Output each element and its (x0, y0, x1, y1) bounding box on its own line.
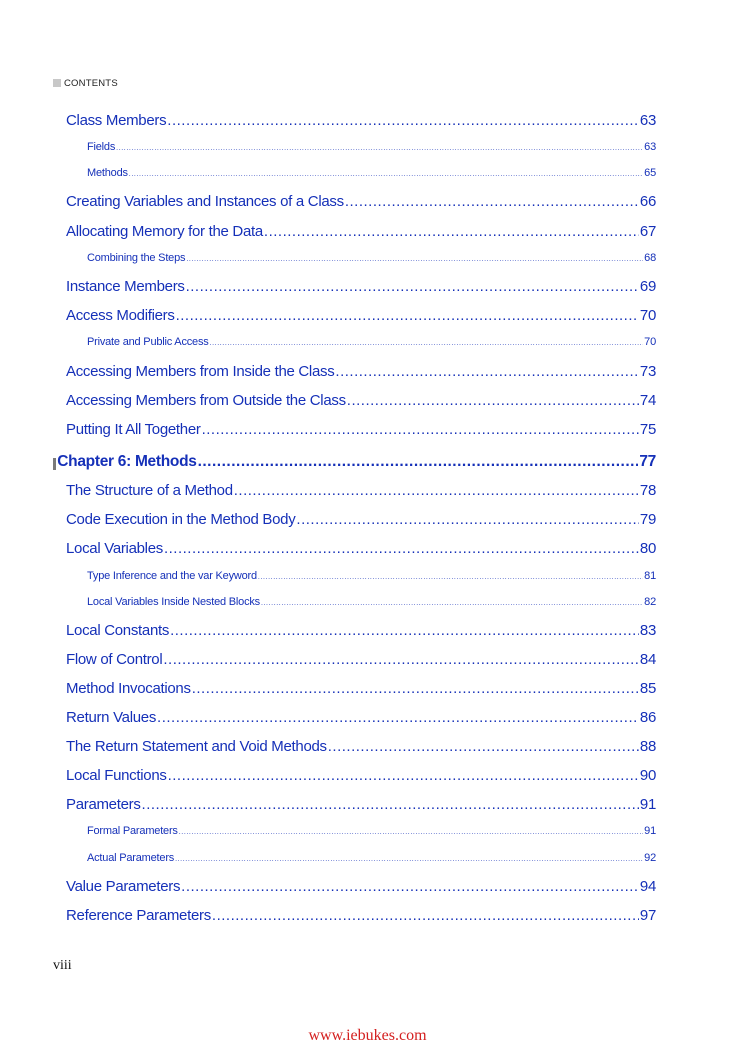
toc-entry-label: Class Members (66, 112, 167, 129)
toc-entry-class-members[interactable] (66, 112, 656, 134)
toc-entry-page: 69 (639, 278, 656, 295)
toc-entry-label: Local Variables Inside Nested Blocks (87, 596, 260, 608)
toc-entry-methods[interactable] (87, 167, 656, 183)
toc-entry-label: The Structure of a Method (66, 482, 233, 499)
toc-chapter-page: 77 (639, 453, 656, 470)
toc-entry-label: Accessing Members from Inside the Class (66, 363, 335, 380)
toc-entry-page: 79 (639, 511, 656, 528)
toc-entry-putting-together[interactable] (66, 421, 656, 443)
toc-chapter-6-methods[interactable] (53, 453, 656, 475)
toc-leader-dots (202, 421, 639, 438)
toc-entry-parameters[interactable] (66, 796, 656, 818)
toc-entry-page: 82 (644, 596, 656, 608)
toc-entry-page: 91 (644, 825, 656, 837)
toc-entry-page: 74 (639, 392, 656, 409)
toc-entry-access-modifiers[interactable] (66, 307, 656, 329)
toc-entry-value-parameters[interactable] (66, 878, 656, 900)
toc-leader-dots (210, 340, 644, 347)
toc-entry-label: Private and Public Access (87, 336, 209, 348)
toc-entry-accessing-outside[interactable] (66, 392, 656, 414)
toc-leader-dots (261, 600, 643, 607)
toc-entry-label: Putting It All Together (66, 421, 201, 438)
toc-entry-fields[interactable] (87, 141, 656, 157)
toc-leader-dots (347, 392, 639, 409)
toc-entry-label: Type Inference and the var Keyword (87, 570, 257, 582)
toc-entry-page: 91 (639, 796, 656, 813)
toc-entry-page: 80 (639, 540, 656, 557)
watermark-link[interactable]: www.iebukes.com (308, 1027, 427, 1044)
toc-entry-page: 73 (639, 363, 656, 380)
toc-entry-page: 83 (639, 622, 656, 639)
toc-entry-label: Parameters (66, 796, 141, 813)
toc-entry-page: 78 (639, 482, 656, 499)
chapter-marker-square-icon (53, 458, 56, 470)
toc-leader-dots (164, 540, 639, 557)
toc-entry-creating-variables[interactable] (66, 193, 656, 215)
toc-entry-label: Code Execution in the Method Body (66, 511, 296, 528)
toc-entry-label: Access Modifiers (66, 307, 175, 324)
toc-entry-label: Local Variables (66, 540, 163, 557)
toc-entry-label: Local Constants (66, 622, 170, 639)
toc-entry-formal-parameters[interactable] (87, 825, 656, 841)
running-head-square-icon (53, 79, 61, 87)
toc-entry-page: 92 (644, 852, 656, 864)
toc-entry-local-constants[interactable] (66, 622, 656, 644)
toc-entry-label: The Return Statement and Void Methods (66, 738, 327, 755)
toc-entry-label: Accessing Members from Outside the Class (66, 392, 346, 409)
toc-entry-page: 97 (639, 907, 656, 924)
toc-entry-allocating-memory[interactable] (66, 223, 656, 245)
toc-entry-label: Value Parameters (66, 878, 181, 895)
toc-leader-dots (186, 256, 643, 263)
toc-entry-page: 65 (644, 167, 656, 179)
toc-entry-page: 81 (644, 570, 656, 582)
toc-leader-dots (198, 453, 639, 471)
toc-entry-return-statement[interactable] (66, 738, 656, 760)
toc-leader-dots (328, 738, 639, 755)
toc-entry-combining-steps[interactable] (87, 252, 656, 268)
toc-leader-dots (129, 171, 643, 178)
toc-entry-private-public-access[interactable] (87, 336, 656, 352)
toc-entry-label: Instance Members (66, 278, 185, 295)
toc-leader-dots (116, 145, 643, 152)
toc-entry-label: Formal Parameters (87, 825, 178, 837)
toc-entry-label: Fields (87, 141, 116, 153)
running-head-text: CONTENTS (64, 77, 118, 89)
toc-entry-label: Allocating Memory for the Data (66, 223, 263, 240)
toc-entry-page: 67 (639, 223, 656, 240)
toc-entry-label: Actual Parameters (87, 852, 175, 864)
toc-entry-page: 84 (639, 651, 656, 668)
toc-leader-dots (175, 856, 643, 863)
toc-leader-dots (168, 767, 639, 784)
toc-entry-page: 90 (639, 767, 656, 784)
toc-leader-dots (179, 829, 643, 836)
toc-leader-dots (163, 651, 639, 668)
toc-chapter-label: Chapter 6: Methods (57, 453, 197, 470)
toc-leader-dots (345, 193, 639, 210)
toc-leader-dots (167, 112, 639, 129)
toc-leader-dots (157, 709, 639, 726)
toc-entry-page: 68 (644, 252, 656, 264)
page-number: viii (53, 958, 72, 973)
toc-entry-page: 63 (644, 141, 656, 153)
toc-entry-instance-members[interactable] (66, 278, 656, 300)
toc-entry-label: Flow of Control (66, 651, 163, 668)
toc-entry-page: 75 (639, 421, 656, 438)
toc-entry-type-inference[interactable] (87, 570, 656, 586)
toc-leader-dots (192, 680, 639, 697)
toc-entry-page: 70 (644, 336, 656, 348)
toc-entry-reference-parameters[interactable] (66, 907, 656, 929)
toc-entry-page: 86 (639, 709, 656, 726)
toc-entry-label: Method Invocations (66, 680, 191, 697)
toc-entry-actual-parameters[interactable] (87, 852, 656, 868)
toc-entry-structure-of-method[interactable] (66, 482, 656, 504)
toc-leader-dots (181, 878, 639, 895)
toc-entry-page: 94 (639, 878, 656, 895)
running-head (53, 77, 118, 89)
toc-leader-dots (258, 574, 643, 581)
toc-entry-page: 88 (639, 738, 656, 755)
toc-entry-local-functions[interactable] (66, 767, 656, 789)
toc-leader-dots (212, 907, 639, 924)
toc-entry-method-invocations[interactable] (66, 680, 656, 702)
toc-leader-dots (234, 482, 639, 499)
toc-entry-label: Reference Parameters (66, 907, 211, 924)
toc-entry-flow-of-control[interactable] (66, 651, 656, 673)
toc-entry-page: 63 (639, 112, 656, 129)
toc-entry-label: Combining the Steps (87, 252, 186, 264)
toc-entry-label: Creating Variables and Instances of a Class (66, 193, 344, 210)
toc-entry-label: Methods (87, 167, 128, 179)
toc-entry-page: 85 (639, 680, 656, 697)
toc-leader-dots (335, 363, 639, 380)
toc-leader-dots (170, 622, 639, 639)
toc-entry-return-values[interactable] (66, 709, 656, 731)
toc-leader-dots (296, 511, 638, 528)
toc-entry-local-variables[interactable] (66, 540, 656, 562)
toc-entry-accessing-inside[interactable] (66, 363, 656, 385)
toc-leader-dots (142, 796, 639, 813)
toc-entry-label: Return Values (66, 709, 157, 726)
toc-leader-dots (176, 307, 639, 324)
toc-entry-page: 70 (639, 307, 656, 324)
toc-leader-dots (264, 223, 639, 240)
toc-entry-label: Local Functions (66, 767, 167, 784)
toc-entry-code-execution[interactable] (66, 511, 656, 533)
toc-entry-nested-blocks[interactable] (87, 596, 656, 612)
toc-entry-page: 66 (639, 193, 656, 210)
toc-leader-dots (186, 278, 639, 295)
